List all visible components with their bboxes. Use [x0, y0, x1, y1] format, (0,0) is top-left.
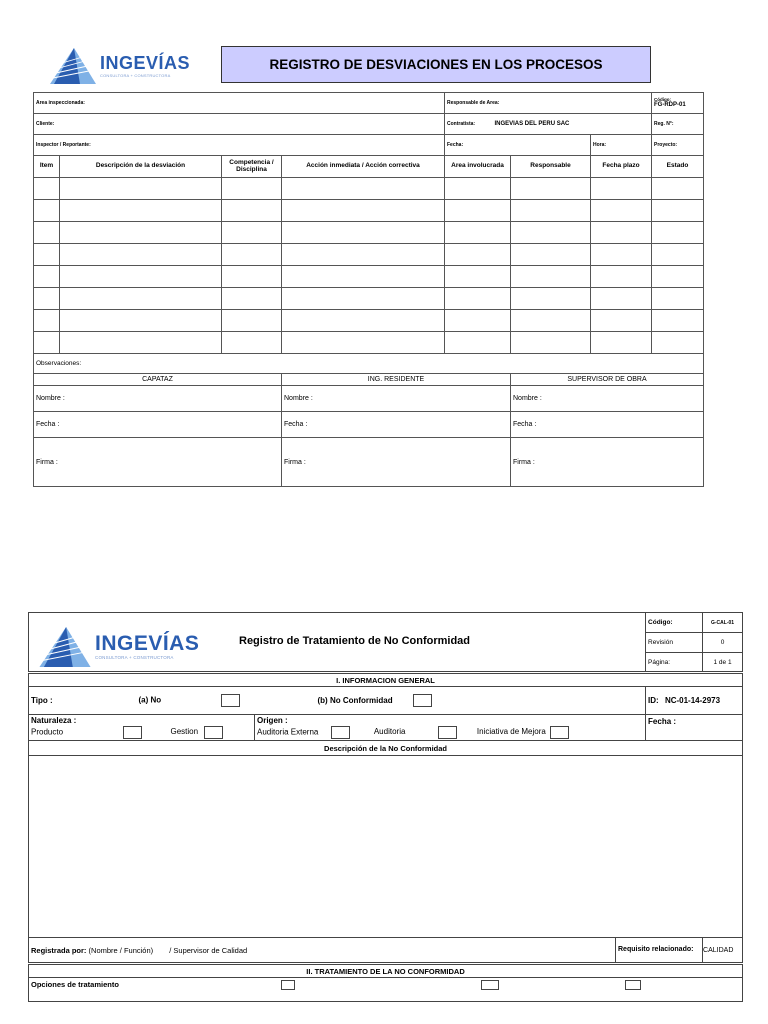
section-informacion-general: I. INFORMACION GENERAL [29, 673, 743, 687]
columns-header-row [34, 156, 704, 178]
table-cell[interactable] [282, 332, 445, 354]
naturaleza-cell [29, 715, 255, 741]
capataz-nombre-field[interactable] [34, 386, 282, 412]
table-cell[interactable] [34, 266, 60, 288]
opcion-2-checkbox[interactable] [481, 980, 499, 990]
section-tratamiento: II. TRATAMIENTO DE LA NO CONFORMIDAD [29, 964, 743, 978]
proyecto-field[interactable] [652, 135, 704, 156]
table-cell[interactable] [445, 178, 511, 200]
table-cell[interactable] [652, 266, 704, 288]
table-cell[interactable] [60, 310, 222, 332]
capataz-header: CAPATAZ [34, 374, 282, 386]
table-row [34, 332, 704, 354]
table-cell[interactable] [591, 200, 652, 222]
col-item: Item [34, 156, 60, 178]
tipo-a-label: (a) No [138, 695, 162, 705]
requisito-label: Requisito relacionado: [616, 938, 703, 964]
table-cell[interactable] [511, 332, 591, 354]
reg-field[interactable] [652, 114, 704, 135]
contratista-field[interactable] [445, 114, 652, 135]
col-accion: Acción inmediata / Acción correctiva [282, 156, 445, 178]
observaciones-field[interactable] [34, 354, 704, 374]
table-row [34, 310, 704, 332]
table-cell[interactable] [282, 178, 445, 200]
col-estado: Estado [652, 156, 704, 178]
table-cell[interactable] [591, 266, 652, 288]
table-cell[interactable] [34, 178, 60, 200]
registrada-por-value: (Nombre / Función) [88, 945, 154, 955]
gestion-checkbox[interactable] [204, 726, 223, 739]
table-cell[interactable] [511, 288, 591, 310]
table-cell[interactable] [652, 288, 704, 310]
table-cell[interactable] [60, 222, 222, 244]
contratista-label: Contratista: [447, 121, 476, 127]
opciones-tratamiento-field[interactable] [29, 978, 743, 1002]
pagina-label: Página: [646, 653, 703, 673]
fecha-label: Fecha : [36, 421, 60, 428]
table-cell[interactable] [652, 200, 704, 222]
table-cell[interactable] [60, 244, 222, 266]
tipo-label: Tipo : [29, 687, 125, 715]
hora-field[interactable] [591, 135, 652, 156]
ingevias-logo-icon [39, 627, 91, 667]
col-fecha-plazo: Fecha plazo [591, 156, 652, 178]
table-cell[interactable] [445, 222, 511, 244]
producto-label: Producto [31, 727, 64, 737]
table-cell[interactable] [511, 266, 591, 288]
tipo-b-label: (b) No Conformidad [317, 695, 393, 705]
table-cell[interactable] [652, 332, 704, 354]
tipo-a-checkbox[interactable] [221, 694, 240, 707]
supervisor-firma-field[interactable] [511, 438, 704, 487]
ingevias-logo [39, 627, 199, 667]
col-competencia: Competencia / Disciplina [222, 156, 282, 178]
table-cell[interactable] [282, 266, 445, 288]
brand-tagline: CONSULTORA + CONSTRUCTORA [100, 73, 171, 78]
fecha-field[interactable] [445, 135, 591, 156]
descripcion-header: Descripción de la No Conformidad [29, 741, 743, 756]
inspector-field[interactable] [34, 135, 445, 156]
residente-fecha-field[interactable] [282, 412, 511, 438]
table-cell[interactable] [60, 178, 222, 200]
origen-label: Origen : [257, 716, 288, 725]
cliente-field[interactable] [34, 114, 445, 135]
registrada-por-field[interactable] [29, 938, 616, 964]
contratista-value: INGEVIAS DEL PERU SAC [494, 121, 570, 127]
table-cell[interactable] [60, 288, 222, 310]
codigo-cell [652, 93, 704, 114]
inspector-label: Inspector / Reportante: [36, 142, 91, 148]
table-cell[interactable] [282, 288, 445, 310]
form1-title: REGISTRO DE DESVIACIONES EN LOS PROCESOS [221, 46, 651, 83]
table-cell[interactable] [34, 310, 60, 332]
origen-cell [255, 715, 646, 741]
nombre-label: Nombre : [513, 395, 542, 402]
table-cell[interactable] [222, 266, 282, 288]
producto-checkbox[interactable] [123, 726, 142, 739]
table-cell[interactable] [591, 288, 652, 310]
codigo-label: Código: [654, 96, 672, 102]
responsable-area-field[interactable] [445, 93, 652, 114]
fecha-label: Fecha : [513, 421, 537, 428]
pagina-value: 1 de 1 [703, 653, 743, 673]
id-value: NC-01-14-2973 [664, 696, 721, 705]
brand-tagline: CONSULTORA + CONSTRUCTORA [95, 655, 174, 661]
table-cell[interactable] [652, 222, 704, 244]
table-cell[interactable] [591, 222, 652, 244]
fecha-label: Fecha : [648, 717, 677, 726]
table-cell[interactable] [445, 288, 511, 310]
id-field[interactable] [646, 687, 743, 715]
id-label: ID: [648, 696, 659, 705]
table-cell[interactable] [445, 310, 511, 332]
area-inspeccionada-field[interactable] [34, 93, 445, 114]
firma-label: Firma : [284, 458, 306, 466]
table-row [34, 244, 704, 266]
observaciones-label: Observaciones: [36, 360, 82, 367]
requisito-value: CALIDAD [703, 938, 743, 964]
descripcion-textarea[interactable] [29, 756, 743, 938]
ing-residente-header: ING. RESIDENTE [282, 374, 511, 386]
opciones-tratamiento-label: Opciones de tratamiento [31, 980, 119, 989]
table-cell[interactable] [60, 266, 222, 288]
table-cell[interactable] [60, 332, 222, 354]
table-cell[interactable] [222, 200, 282, 222]
desviaciones-table [33, 92, 704, 487]
residente-nombre-field[interactable] [282, 386, 511, 412]
nombre-label: Nombre : [36, 395, 65, 402]
col-responsable: Responsable [511, 156, 591, 178]
gestion-label: Gestion [170, 727, 199, 737]
table-cell[interactable] [591, 332, 652, 354]
auditoria-label: Auditoria [373, 727, 406, 737]
codigo-value: G-CAL-01 [703, 613, 743, 633]
hora-label: Hora: [593, 142, 607, 148]
supervisor-fecha-field[interactable] [511, 412, 704, 438]
table-cell[interactable] [222, 288, 282, 310]
table-cell[interactable] [60, 200, 222, 222]
table-cell[interactable] [34, 200, 60, 222]
ingevias-logo [50, 48, 190, 84]
naturaleza-label: Naturaleza : [31, 716, 77, 725]
table-cell[interactable] [652, 178, 704, 200]
table-cell[interactable] [282, 222, 445, 244]
table-cell[interactable] [652, 244, 704, 266]
codigo-label: Código: [646, 613, 703, 633]
auditoria-externa-label: Auditoria Externa [257, 727, 319, 737]
opcion-1-checkbox[interactable] [281, 980, 295, 990]
col-descripcion: Descripción de la desviación [60, 156, 222, 178]
codigo-value: FG-RDP-01 [654, 102, 686, 109]
table-cell[interactable] [222, 178, 282, 200]
revision-value: 0 [703, 633, 743, 653]
proyecto-label: Proyecto: [654, 142, 678, 148]
capataz-firma-field[interactable] [34, 438, 282, 487]
no-conformidad-table [28, 612, 743, 1002]
supervisor-nombre-field[interactable] [511, 386, 704, 412]
table-row [34, 288, 704, 310]
table-cell[interactable] [222, 332, 282, 354]
auditoria-externa-checkbox[interactable] [331, 726, 350, 739]
table-row [34, 266, 704, 288]
table-row [34, 200, 704, 222]
brand-name: INGEVÍAS [95, 632, 200, 656]
col-area: Area involucrada [445, 156, 511, 178]
form2-title: Registro de Tratamiento de No Conformidad [239, 635, 471, 647]
brand-name: INGEVÍAS [100, 53, 191, 73]
fecha-label: Fecha : [284, 421, 308, 428]
table-cell[interactable] [34, 222, 60, 244]
table-cell[interactable] [222, 222, 282, 244]
table-cell[interactable] [511, 244, 591, 266]
table-cell[interactable] [222, 310, 282, 332]
tipo-b-checkbox[interactable] [413, 694, 432, 707]
table-cell[interactable] [445, 200, 511, 222]
table-cell[interactable] [511, 200, 591, 222]
firma-label: Firma : [36, 458, 58, 466]
table-cell[interactable] [282, 200, 445, 222]
table-cell[interactable] [282, 310, 445, 332]
area-inspeccionada-label: Area inspeccionada: [36, 100, 85, 106]
table-row [34, 222, 704, 244]
iniciativa-label: Iniciativa de Mejora [476, 727, 546, 737]
opcion-3-checkbox[interactable] [625, 980, 641, 990]
auditoria-checkbox[interactable] [438, 726, 457, 739]
table-cell[interactable] [511, 310, 591, 332]
revision-label: Revisión [646, 633, 703, 653]
form2-header-cell [29, 613, 646, 673]
residente-firma-field[interactable] [282, 438, 511, 487]
registrada-por-label: Registrada por: [31, 945, 87, 955]
table-cell[interactable] [591, 244, 652, 266]
table-cell[interactable] [591, 178, 652, 200]
nombre-label: Nombre : [284, 395, 313, 402]
table-cell[interactable] [282, 244, 445, 266]
table-cell[interactable] [34, 288, 60, 310]
firma-label: Firma : [513, 458, 535, 466]
fecha-field[interactable] [646, 715, 743, 741]
tipo-b-option[interactable] [317, 687, 646, 715]
table-cell[interactable] [511, 178, 591, 200]
table-cell[interactable] [591, 310, 652, 332]
supervisor-obra-header: SUPERVISOR DE OBRA [511, 374, 704, 386]
table-row [34, 178, 704, 200]
table-cell[interactable] [652, 310, 704, 332]
supervisor-label: / Supervisor de Calidad [169, 945, 248, 955]
table-cell[interactable] [445, 266, 511, 288]
reg-label: Reg. N°: [654, 121, 674, 127]
table-cell[interactable] [511, 222, 591, 244]
table-cell[interactable] [34, 332, 60, 354]
responsable-area-label: Responsable de Area: [447, 100, 500, 106]
table-cell[interactable] [222, 244, 282, 266]
cliente-label: Cliente: [36, 121, 55, 127]
capataz-fecha-field[interactable] [34, 412, 282, 438]
ingevias-logo-icon [50, 48, 96, 84]
table-cell[interactable] [34, 244, 60, 266]
table-cell[interactable] [445, 244, 511, 266]
fecha-label: Fecha: [447, 142, 464, 148]
table-cell[interactable] [445, 332, 511, 354]
iniciativa-checkbox[interactable] [550, 726, 569, 739]
